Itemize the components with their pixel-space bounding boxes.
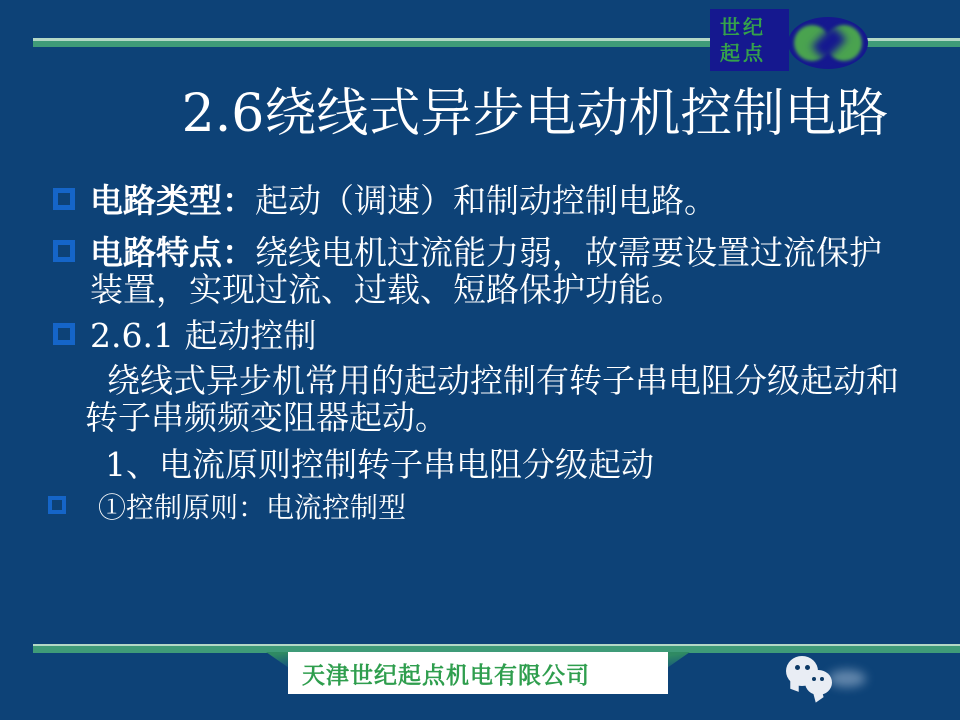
paragraph-text: 绕线式异步机常用的起动控制有转子串电阻分级起动和转子串频频变阻器起动。: [85, 361, 899, 437]
company-banner: [288, 652, 668, 694]
wechat-eye-icon: [805, 665, 810, 670]
wechat-eye-icon: [812, 677, 816, 681]
banner-right-slope: [667, 652, 690, 668]
bullet-text: 起动（调速）和制动控制电路。: [255, 181, 717, 220]
wechat-eye-icon: [795, 665, 800, 670]
logo-text-box: [710, 9, 789, 71]
subheading-current-principle: [105, 446, 935, 483]
bullet-item-section-261: [90, 317, 890, 354]
bullet-text: ①控制原则：电流控制型: [98, 491, 407, 524]
bullet-square-icon: [53, 323, 75, 345]
wechat-eye-icon: [820, 677, 824, 681]
company-name: 天津世纪起点机电有限公司: [302, 661, 590, 688]
subheading-text: 1、电流原则控制转子串电阻分级起动: [105, 445, 654, 484]
bullet-text: 2.6.1 起动控制: [90, 316, 317, 355]
bullet-label: 电路特点：: [90, 233, 255, 272]
wechat-small-bubble-icon: [805, 670, 832, 695]
bullet-square-icon: [48, 496, 66, 514]
bullet-text: 绕线电机过流能力弱，故需要设置过流保护装置，实现过流、过载、短路保护功能。: [90, 233, 882, 309]
banner-left-slope: [266, 652, 289, 668]
paragraph-start-control: [85, 362, 920, 436]
bullet-square-icon: [53, 188, 75, 210]
logo-text-line2: 起点: [720, 43, 766, 65]
bullet-item-control-principle: [98, 492, 898, 524]
wechat-watermark-smear: [828, 670, 866, 687]
logo-ellipse-icon: [788, 17, 868, 69]
bullet-item-circuit-feature: [90, 234, 890, 308]
bullet-square-icon: [53, 240, 75, 262]
bullet-label: 电路类型：: [90, 181, 255, 220]
slide-title: 2.6绕线式异步电动机控制电路: [181, 84, 889, 144]
wechat-icon: [782, 653, 872, 713]
logo-text-line1: 世纪: [720, 17, 766, 39]
bullet-item-circuit-type: [90, 182, 890, 219]
